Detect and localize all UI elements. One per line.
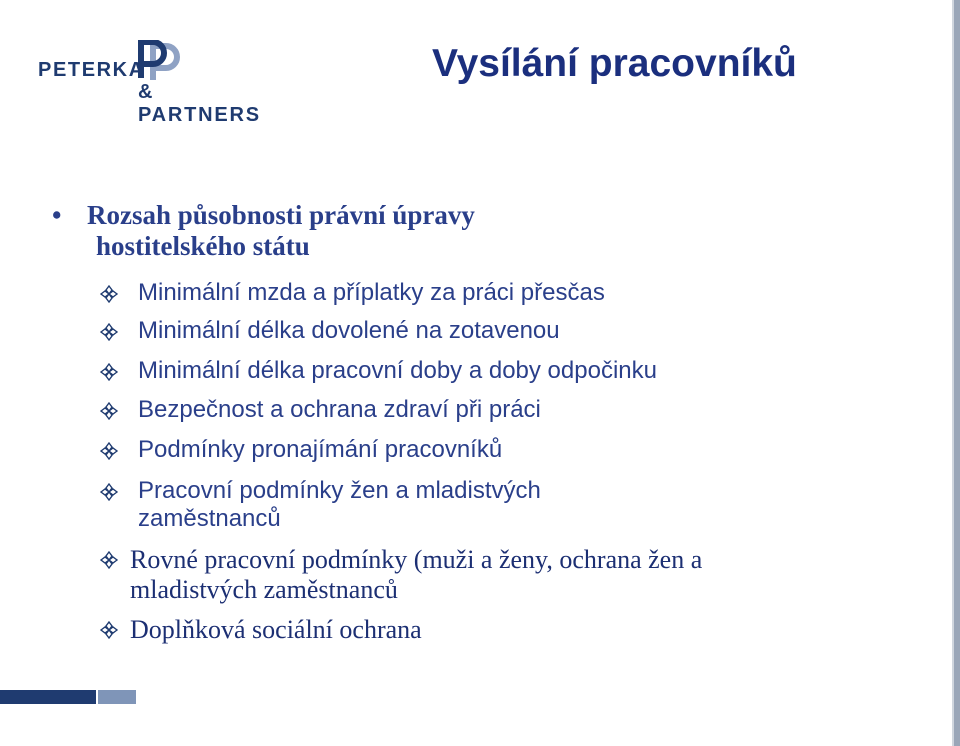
list-item [100, 436, 502, 464]
list-item [100, 477, 541, 533]
diamond-bullet-icon [100, 483, 118, 501]
diamond-bullet-icon [100, 442, 118, 460]
list-item [100, 279, 605, 307]
list-item-text: Bezpečnost a ochrana zdraví při práci [138, 396, 541, 423]
main-bullet [52, 200, 652, 262]
list-item-text-line2: mladistvých zaměstnanců [130, 575, 398, 604]
list-item-text-line1: Pracovní podmínky žen a mladistvých [138, 477, 541, 504]
logo-name-top: PETERKA [38, 59, 145, 81]
page-title: Vysílání pracovníků [432, 42, 797, 85]
list-item-text: Minimální délka pracovní doby a doby odpočinku [138, 357, 657, 384]
list-item-text-line1: Rovné pracovní podmínky (muži a ženy, ochrana žen a [130, 545, 703, 574]
diamond-bullet-icon [100, 363, 118, 381]
right-edge-bar [954, 0, 960, 746]
diamond-bullet-icon [100, 551, 118, 569]
list-item [100, 357, 657, 385]
diamond-bullet-icon [100, 323, 118, 341]
diamond-bullet-icon [100, 621, 118, 639]
main-bullet-line2: hostitelského státu [96, 231, 310, 261]
diamond-bullet-icon [100, 285, 118, 303]
list-item [100, 545, 702, 605]
logo-name-bottom: & PARTNERS [138, 81, 261, 126]
list-item [100, 317, 560, 345]
list-item-text: Minimální délka dovolené na zotavenou [138, 317, 560, 344]
list-item [100, 615, 422, 645]
footer-bar-light [98, 690, 136, 704]
diamond-bullet-icon [100, 402, 118, 420]
main-bullet-line1: Rozsah působnosti právní úpravy [87, 200, 475, 230]
bullet-dot-icon: • [52, 200, 62, 230]
company-logo [38, 40, 278, 126]
list-item-text: Minimální mzda a příplatky za práci přesčas [138, 279, 605, 306]
list-item [100, 396, 541, 424]
list-item-text: Podmínky pronajímání pracovníků [138, 436, 503, 463]
footer-bar-dark [0, 690, 96, 704]
list-item-text: Doplňková sociální ochrana [130, 615, 422, 644]
list-item-text-line2: zaměstnanců [138, 505, 281, 532]
